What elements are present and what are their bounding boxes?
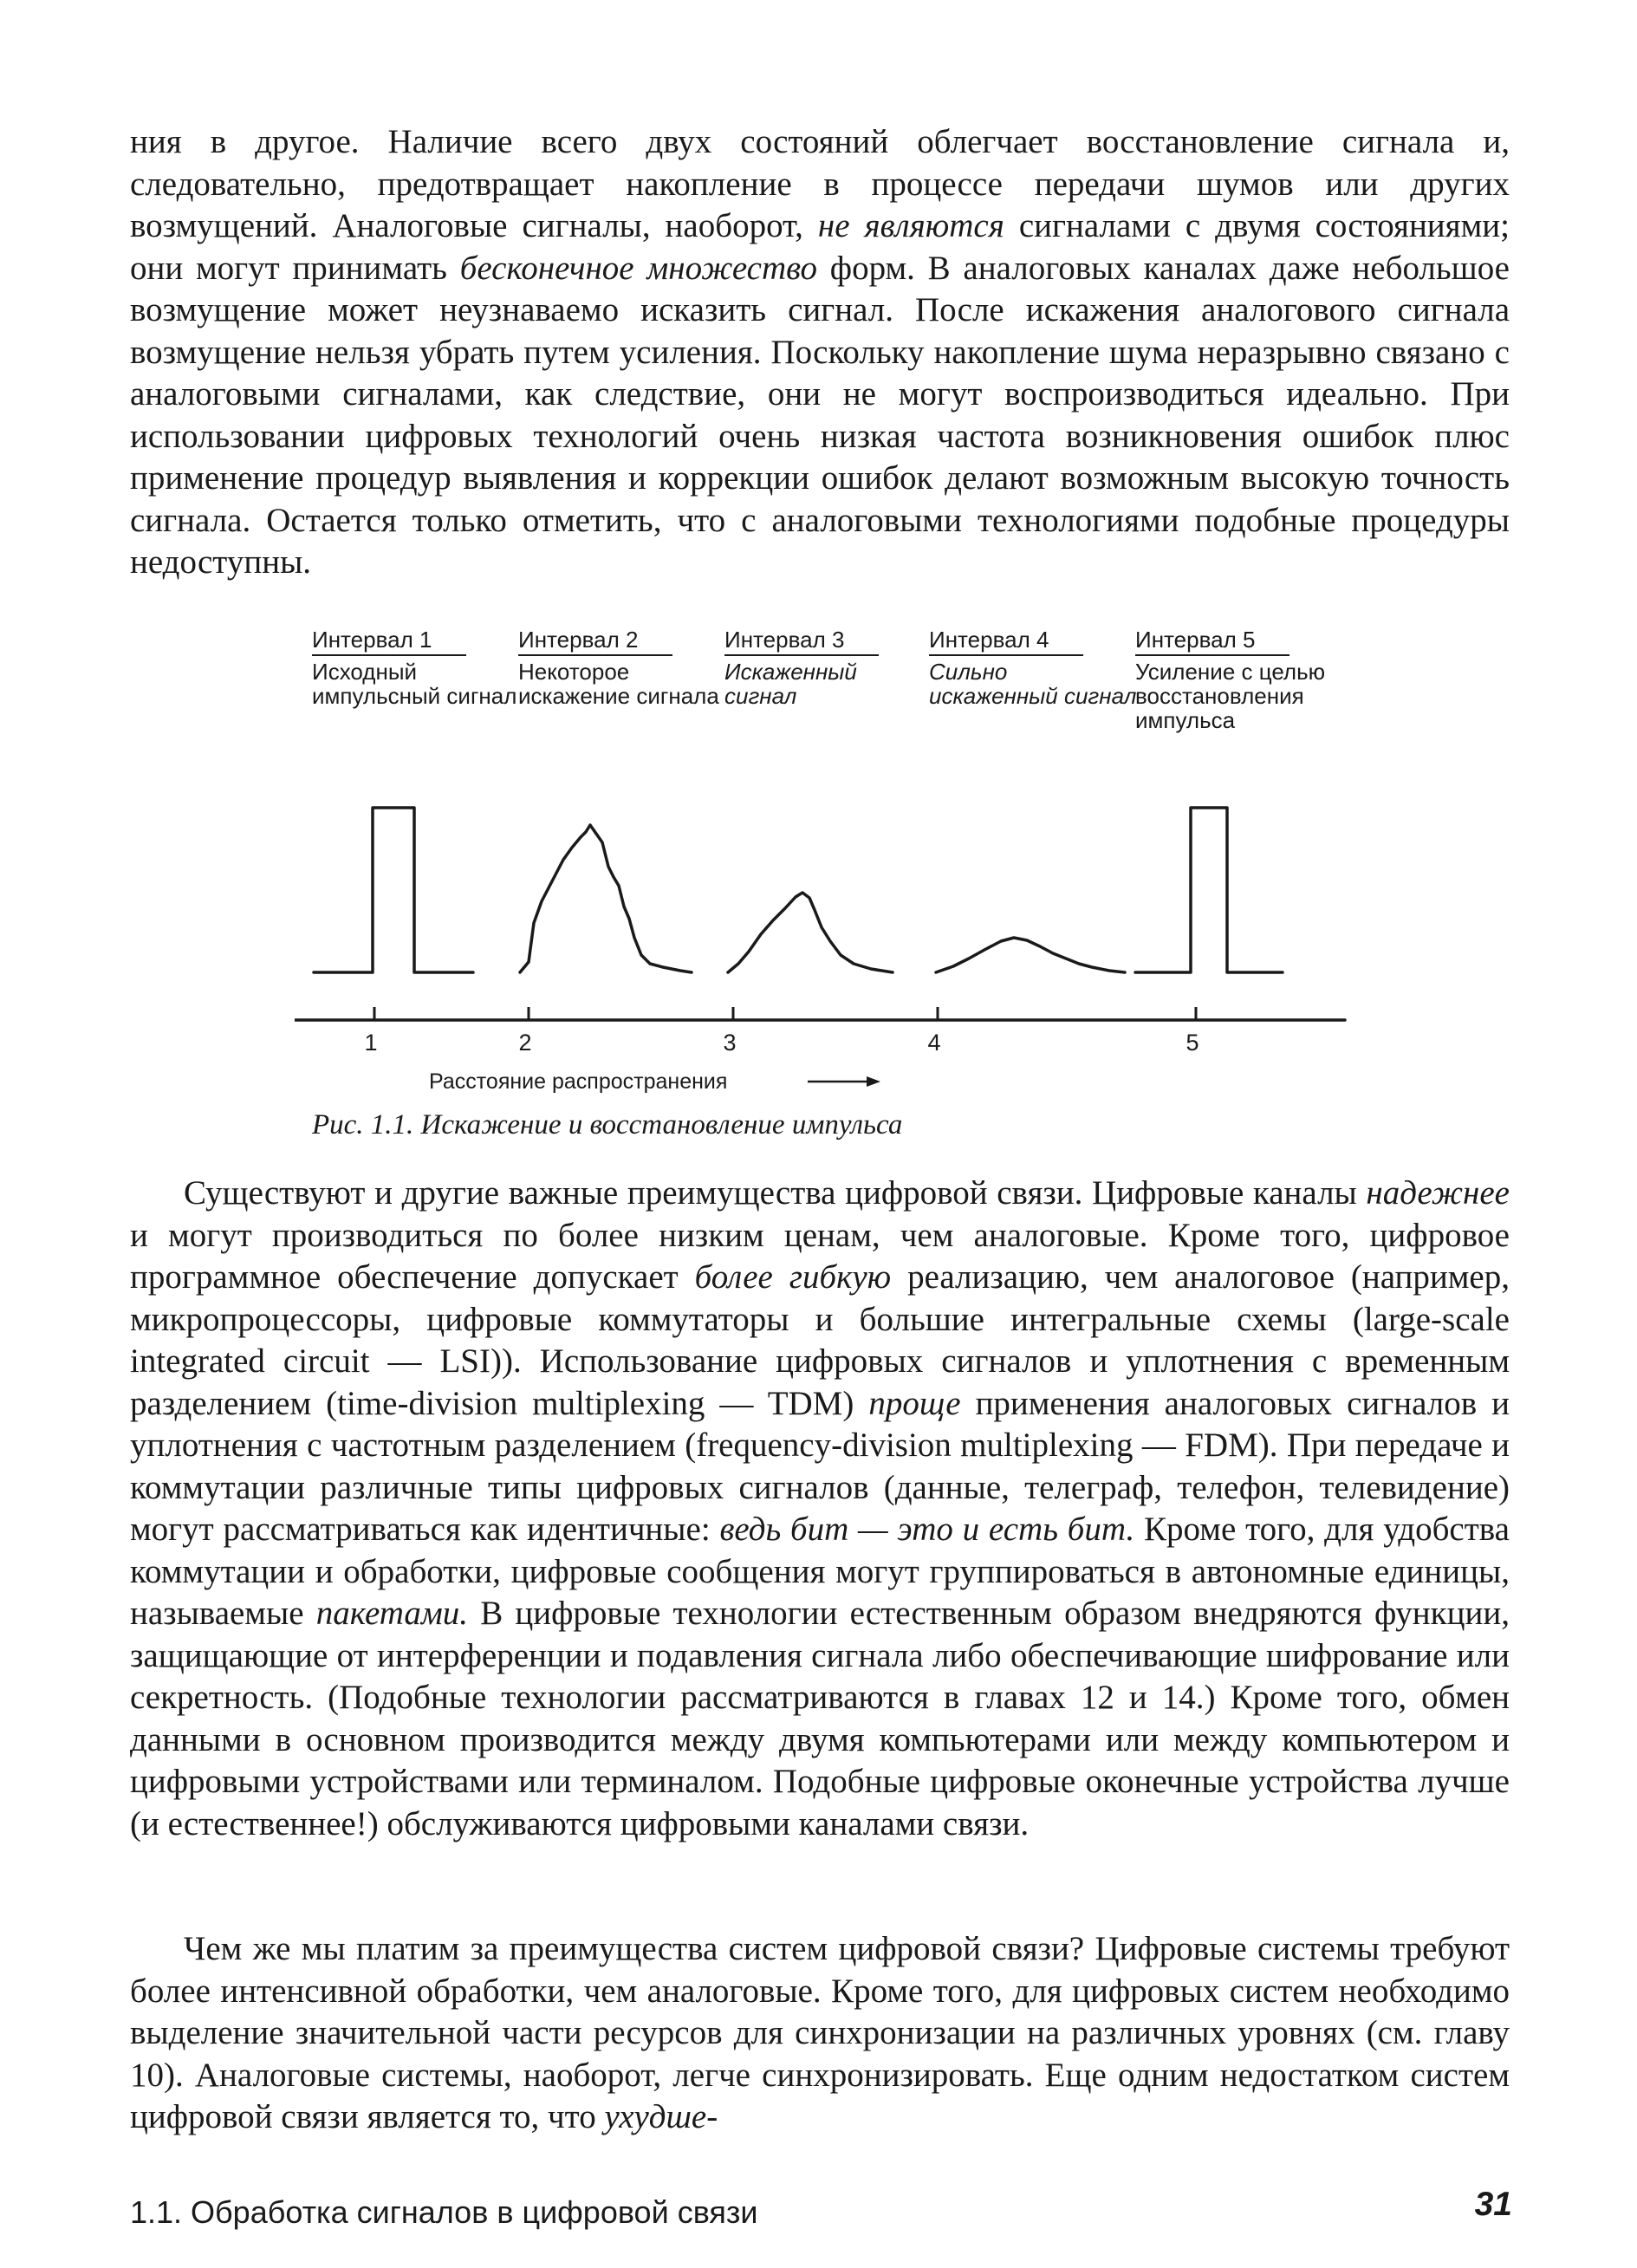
tick-label-5: 5 bbox=[1186, 1030, 1199, 1056]
interval-description: Некоторое искажение сигнала bbox=[518, 659, 719, 709]
emphasis-text: ухудше- bbox=[604, 2098, 718, 2135]
paragraph-costs: Чем же мы платим за преимущества систем цифровой связи? Цифровые системы требуют более интенсивной обработки, чем аналоговые. Кроме того, для цифровых систем необходимо выделение значительной части ресурсов для синхронизации на различных уровнях (см. главу 10). Аналоговые системы, наоборот, легче синхронизировать. Еще одним недостатком систем цифровой связи является то, что ухудше- bbox=[130, 1930, 1510, 2135]
paragraph-advantages: Существуют и другие важные преимущества цифровой связи. Цифровые каналы надежнее и могут производиться по более низким ценам, чем аналоговые. Кроме того, цифровое программное обеспечение допускает более гибкую реализацию, чем аналоговое (например, микропроцессоры, цифровые коммутаторы и большие интегральные схемы (large-scale integrated circuit — LSI)). Использование цифровых сигналов и уплотнения с временным разделением (time-division multiplexing — TDM) проще применения аналоговых сигналов и уплотнения с частотным разделением (frequency-division multiplexing — FDM). При передаче и коммутации различные типы цифровых сигналов (данные, телеграф, телефон, телевидение) могут рассматриваться как идентичные: ведь бит — это и есть бит. Кроме того, для удобства коммутации и обработки, цифровые сообщения могут группироваться в автономные единицы, называемые пакетами. В цифровые технологии естественным образом внедряются функции, защищающие от интерференции и подавления сигнала либо обеспечивающие шифрование или секретность. (Подобные технологии рассматриваются в главах 12 и 14.) Кроме того, обмен данными в основном производится между двумя компьютерами или между компьютером и цифровыми устройствами или терминалом. Подобные цифровые оконечные устройства лучше (и естественнее!) обслуживаются цифровыми каналами связи. bbox=[130, 1174, 1510, 1842]
interval-title: Интервал 2 bbox=[518, 627, 672, 656]
emphasis-text: ведь бит — это и есть бит. bbox=[719, 1511, 1135, 1548]
pulse-heavily-distorted bbox=[936, 938, 1125, 972]
emphasis-text: бесконечное множество bbox=[459, 249, 818, 287]
tick-label-4: 4 bbox=[927, 1030, 941, 1056]
tick-label-3: 3 bbox=[723, 1030, 737, 1056]
pulse-slightly-distorted bbox=[520, 825, 692, 972]
interval-description: Сильно искаженный сигнал bbox=[929, 659, 1137, 709]
page-number: 31 bbox=[1474, 2186, 1512, 2223]
emphasis-text: надежнее bbox=[1366, 1174, 1510, 1212]
emphasis-text: не являются bbox=[817, 207, 1004, 244]
emphasis-text: проще bbox=[868, 1384, 961, 1422]
interval-title: Интервал 3 bbox=[724, 627, 879, 656]
interval-title: Интервал 1 bbox=[312, 627, 466, 656]
axis-label: Расстояние распространения bbox=[429, 1069, 728, 1094]
interval-title: Интервал 5 bbox=[1135, 627, 1289, 656]
arrow-right-icon bbox=[867, 1076, 880, 1087]
figure-pulse-distortion bbox=[295, 615, 1369, 1153]
emphasis-text: пакетами. bbox=[315, 1595, 469, 1632]
pulse-regenerated bbox=[1135, 808, 1283, 972]
interval-description: Усиление с целью восстановления импульса bbox=[1135, 659, 1326, 733]
figure-caption: Рис. 1.1. Искажение и восстановление импульса bbox=[312, 1109, 903, 1140]
pulse-original bbox=[314, 808, 473, 972]
interval-title: Интервал 4 bbox=[929, 627, 1083, 656]
pulse-distorted bbox=[728, 893, 893, 972]
emphasis-text: более гибкую bbox=[694, 1258, 892, 1296]
pulse-diagram bbox=[295, 615, 1369, 1101]
paragraph-intro: ния в другое. Наличие всего двух состояний облегчает восстановление сигнала и, следовательно, предотвращает накопление в процессе передачи шумов или других возмущений. Аналоговые сигналы, наоборот, не являются сигналами с двумя состояниями; они могут принимать бесконечное множество форм. В аналоговых каналах даже небольшое возмущение может неузнаваемо исказить сигнал. После искажения аналогового сигнала возмущение нельзя убрать путем усиления. Поскольку накопление шума неразрывно связано с аналоговыми сигналами, как следствие, они не могут воспроизводиться идеально. При использовании цифровых технологий очень низкая частота возникновения ошибок плюс применение процедур выявления и коррекции ошибок делают возможным высокую точность сигнала. Остается только отметить, что с аналоговыми технологиями подобные процедуры недоступны. bbox=[130, 123, 1510, 581]
interval-description: Искаженный сигнал bbox=[724, 659, 857, 709]
tick-label-1: 1 bbox=[364, 1030, 378, 1056]
footer-section-title: 1.1. Обработка сигналов в цифровой связи bbox=[130, 2194, 758, 2230]
interval-description: Исходный импульсный сигнал bbox=[312, 659, 517, 709]
tick-label-2: 2 bbox=[518, 1030, 532, 1056]
